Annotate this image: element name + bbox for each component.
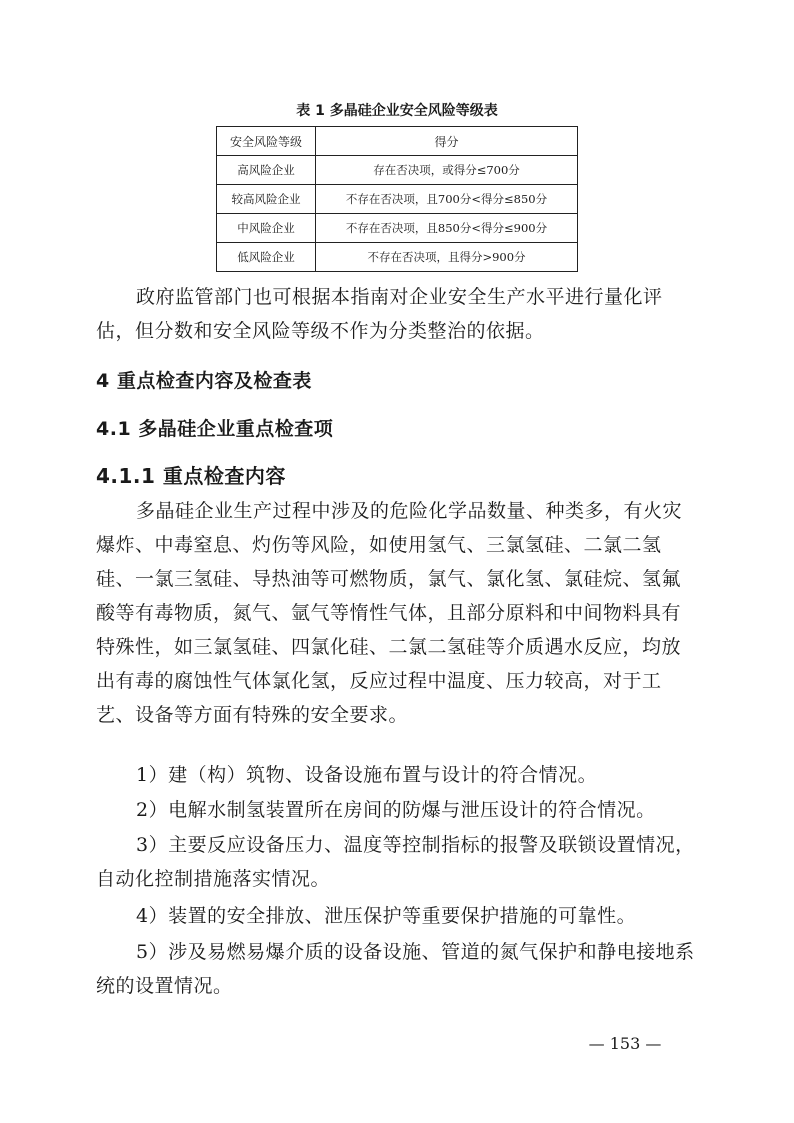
section-heading-4-1: 4.1 多晶硅企业重点检查项 — [96, 418, 334, 440]
page-number: — 153 — — [588, 1034, 662, 1053]
risk-level-cell: 低风险企业 — [217, 243, 316, 272]
table-row — [217, 156, 578, 185]
table-row — [217, 185, 578, 214]
score-cell: 不存在否决项，且700分<得分≤850分 — [316, 185, 578, 214]
list-item: 4）装置的安全排放、泄压保护等重要保护措施的可靠性。 — [136, 905, 637, 927]
risk-level-cell: 中风险企业 — [217, 214, 316, 243]
intro-paragraph: 多晶硅企业生产过程中涉及的危险化学品数量、种类多，有火灾爆炸、中毒窒息、灼伤等风险，如使用氢气、三氯氢硅、二氯二氢硅、一氯三氢硅、导热油等可燃物质，氯气、氯化氢、氯硅烷、氢氟酸等有毒物质，氮气、氩气等惰性气体，且部分原料和中间物料具有特殊性，如三氯氢硅、四氯化硅、二氯二氢硅等介质遇水反应，均放出有毒的腐蚀性气体氯化氢，反应过程中温度、压力较高，对于工艺、设备等方面有特殊的安全要求。 — [96, 500, 683, 726]
column-header-level: 安全风险等级 — [217, 127, 316, 156]
score-cell: 不存在否决项，且850分<得分≤900分 — [316, 214, 578, 243]
risk-level-cell: 较高风险企业 — [217, 185, 316, 214]
risk-level-cell: 高风险企业 — [217, 156, 316, 185]
table-caption: 表 1 多晶硅企业安全风险等级表 — [296, 103, 498, 119]
score-cell: 不存在否决项，且得分>900分 — [316, 243, 578, 272]
section-heading-4: 4 重点检查内容及检查表 — [96, 370, 312, 392]
list-item: 1）建（构）筑物、设备设施布置与设计的符合情况。 — [136, 764, 598, 786]
column-header-score: 得分 — [316, 127, 578, 156]
list-item: 5）涉及易燃易爆介质的设备设施、管道的氮气保护和静电接地系统的设置情况。 — [96, 941, 695, 997]
section-heading-4-1-1: 4.1.1 重点检查内容 — [96, 464, 286, 488]
list-item: 3）主要反应设备压力、温度等控制指标的报警及联锁设置情况，自动化控制措施落实情况。 — [96, 834, 695, 890]
table-row — [217, 243, 578, 272]
table-header-row — [217, 127, 578, 156]
risk-level-table — [216, 126, 578, 272]
list-item: 2）电解水制氢装置所在房间的防爆与泄压设计的符合情况。 — [136, 799, 656, 821]
evaluation-paragraph: 政府监管部门也可根据本指南对企业安全生产水平进行量化评估，但分数和安全风险等级不作为分类整治的依据。 — [96, 286, 663, 342]
table-row — [217, 214, 578, 243]
score-cell: 存在否决项，或得分≤700分 — [316, 156, 578, 185]
